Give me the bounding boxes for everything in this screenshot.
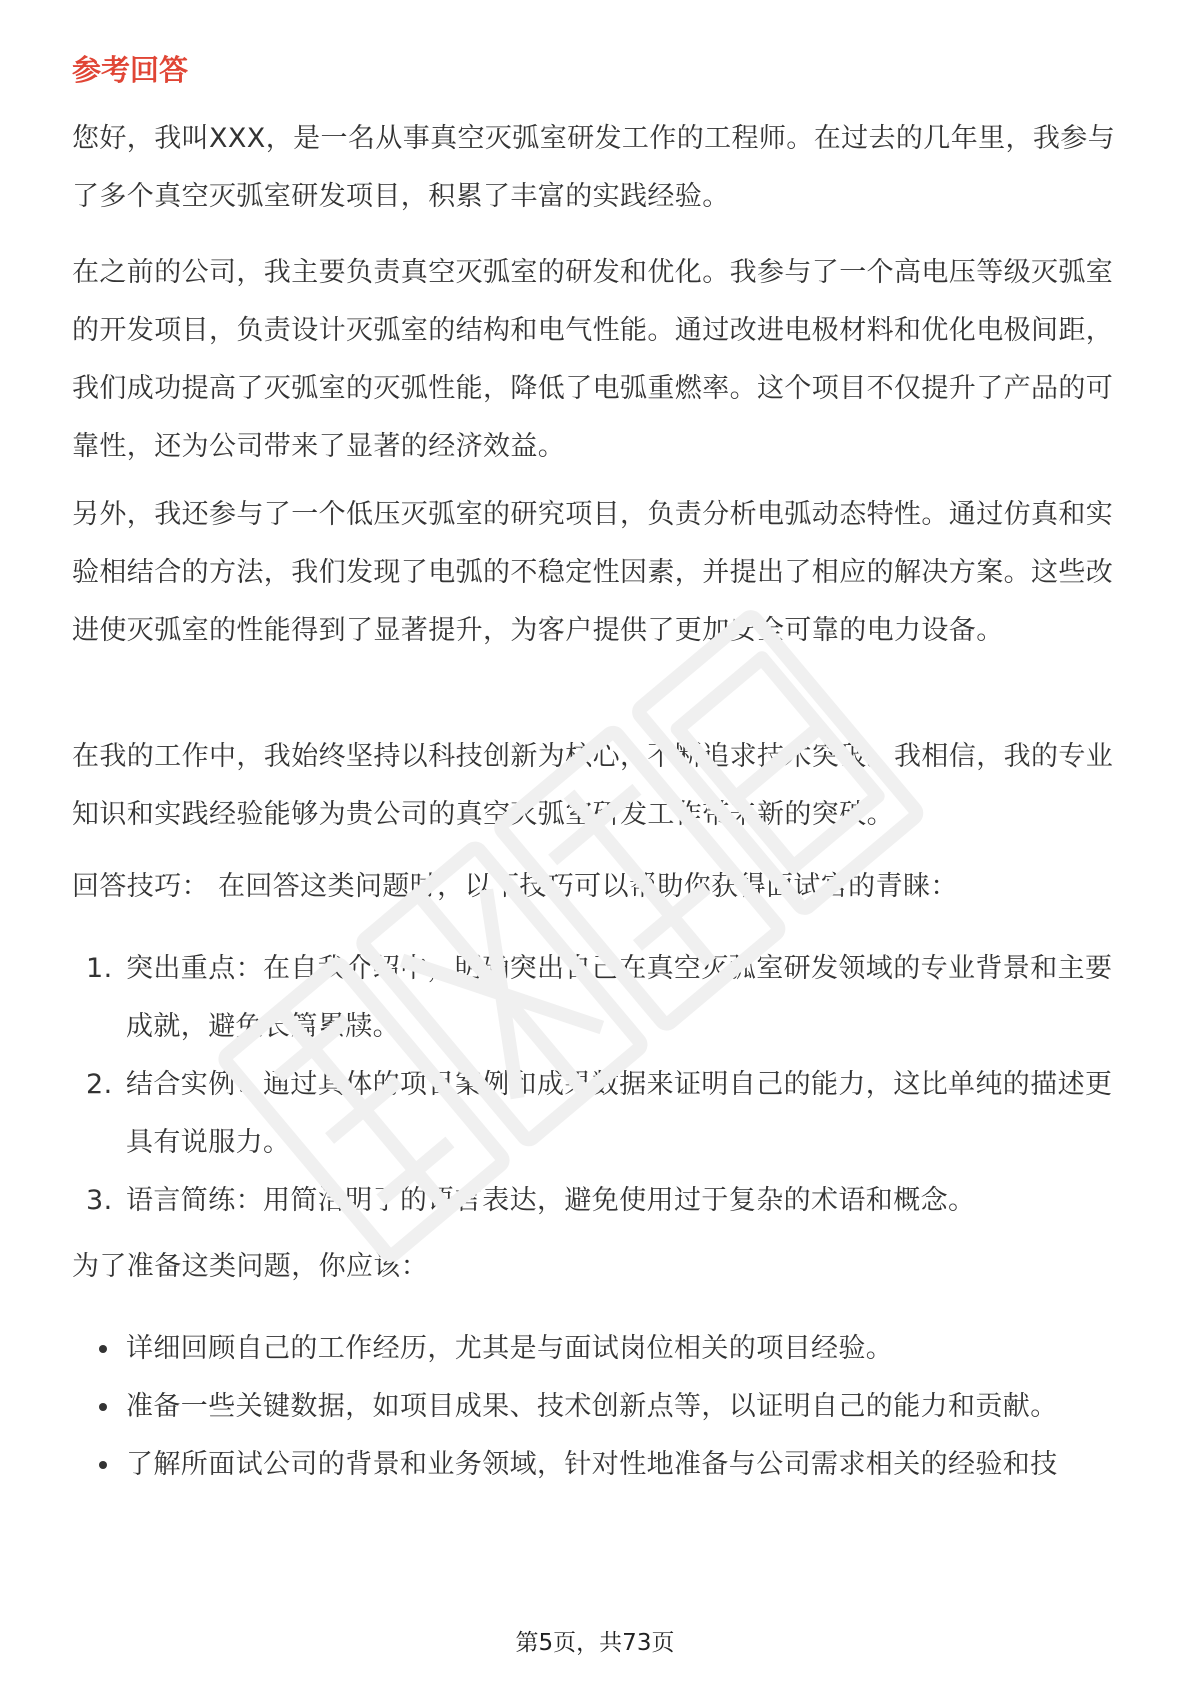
list-item	[72, 1172, 1118, 1230]
list-item	[72, 940, 1118, 1056]
prep-list	[72, 1320, 1118, 1494]
list-item	[72, 1320, 1118, 1378]
paragraph-philosophy: 在我的工作中，我始终坚持以科技创新为核心，不断追求技术突破。我相信，我的专业知识和实践经验能够为贵公司的真空灭弧室研发工作带来新的突破。	[72, 741, 1114, 830]
prep-intro: 为了准备这类问题，你应该：	[72, 1251, 429, 1282]
list-number: 1.	[86, 953, 113, 984]
list-item-text: 详细回顾自己的工作经历，尤其是与面试岗位相关的项目经验。	[126, 1333, 894, 1364]
section-title: 参考回答	[72, 53, 189, 87]
paragraph-low-voltage-project: 另外，我还参与了一个低压灭弧室的研究项目，负责分析电弧动态特性。通过仿真和实验相结合的方法，我们发现了电弧的不稳定性因素，并提出了相应的解决方案。这些改进使灭弧室的性能得到了显著提升，为客户提供了更加安全可靠的电力设备。	[72, 499, 1114, 646]
paragraph-previous-company: 在之前的公司，我主要负责真空灭弧室的研发和优化。我参与了一个高电压等级灭弧室的开发项目，负责设计灭弧室的结构和电气性能。通过改进电极材料和优化电极间距，我们成功提高了灭弧室的灭弧性能，降低了电弧重燃率。这个项目不仅提升了产品的可靠性，还为公司带来了显著的经济效益。	[72, 257, 1114, 462]
paragraph-intro: 您好，我叫XXX，是一名从事真空灭弧室研发工作的工程师。在过去的几年里，我参与了多个真空灭弧室研发项目，积累了丰富的实践经验。	[72, 123, 1116, 212]
list-item	[72, 1436, 1118, 1494]
tips-intro: 回答技巧： 在回答这类问题时，以下技巧可以帮助你获得面试官的青睐：	[72, 871, 958, 902]
bullet-icon	[99, 1403, 107, 1411]
list-item	[72, 1378, 1118, 1436]
page-footer: 第5页，共73页	[515, 1630, 675, 1656]
list-number: 3.	[86, 1185, 113, 1216]
list-item-text: 突出重点：在自我介绍中，明确突出自己在真空灭弧室研发领域的专业背景和主要成就，避免长篇累牍。	[126, 953, 1113, 1042]
bullet-icon	[99, 1345, 107, 1353]
list-number: 2.	[86, 1069, 113, 1100]
bullet-icon	[99, 1461, 107, 1469]
list-item-text: 了解所面试公司的背景和业务领域，针对性地准备与公司需求相关的经验和技	[126, 1449, 1058, 1480]
list-item	[72, 1056, 1118, 1172]
list-item-text: 准备一些关键数据，如项目成果、技术创新点等，以证明自己的能力和贡献。	[126, 1391, 1058, 1422]
tips-list	[72, 940, 1118, 1230]
list-item-text: 语言简练：用简洁明了的语言表达，避免使用过于复杂的术语和概念。	[126, 1185, 976, 1216]
list-item-text: 结合实例：通过具体的项目案例和成果数据来证明自己的能力，这比单纯的描述更具有说服力。	[126, 1069, 1113, 1158]
